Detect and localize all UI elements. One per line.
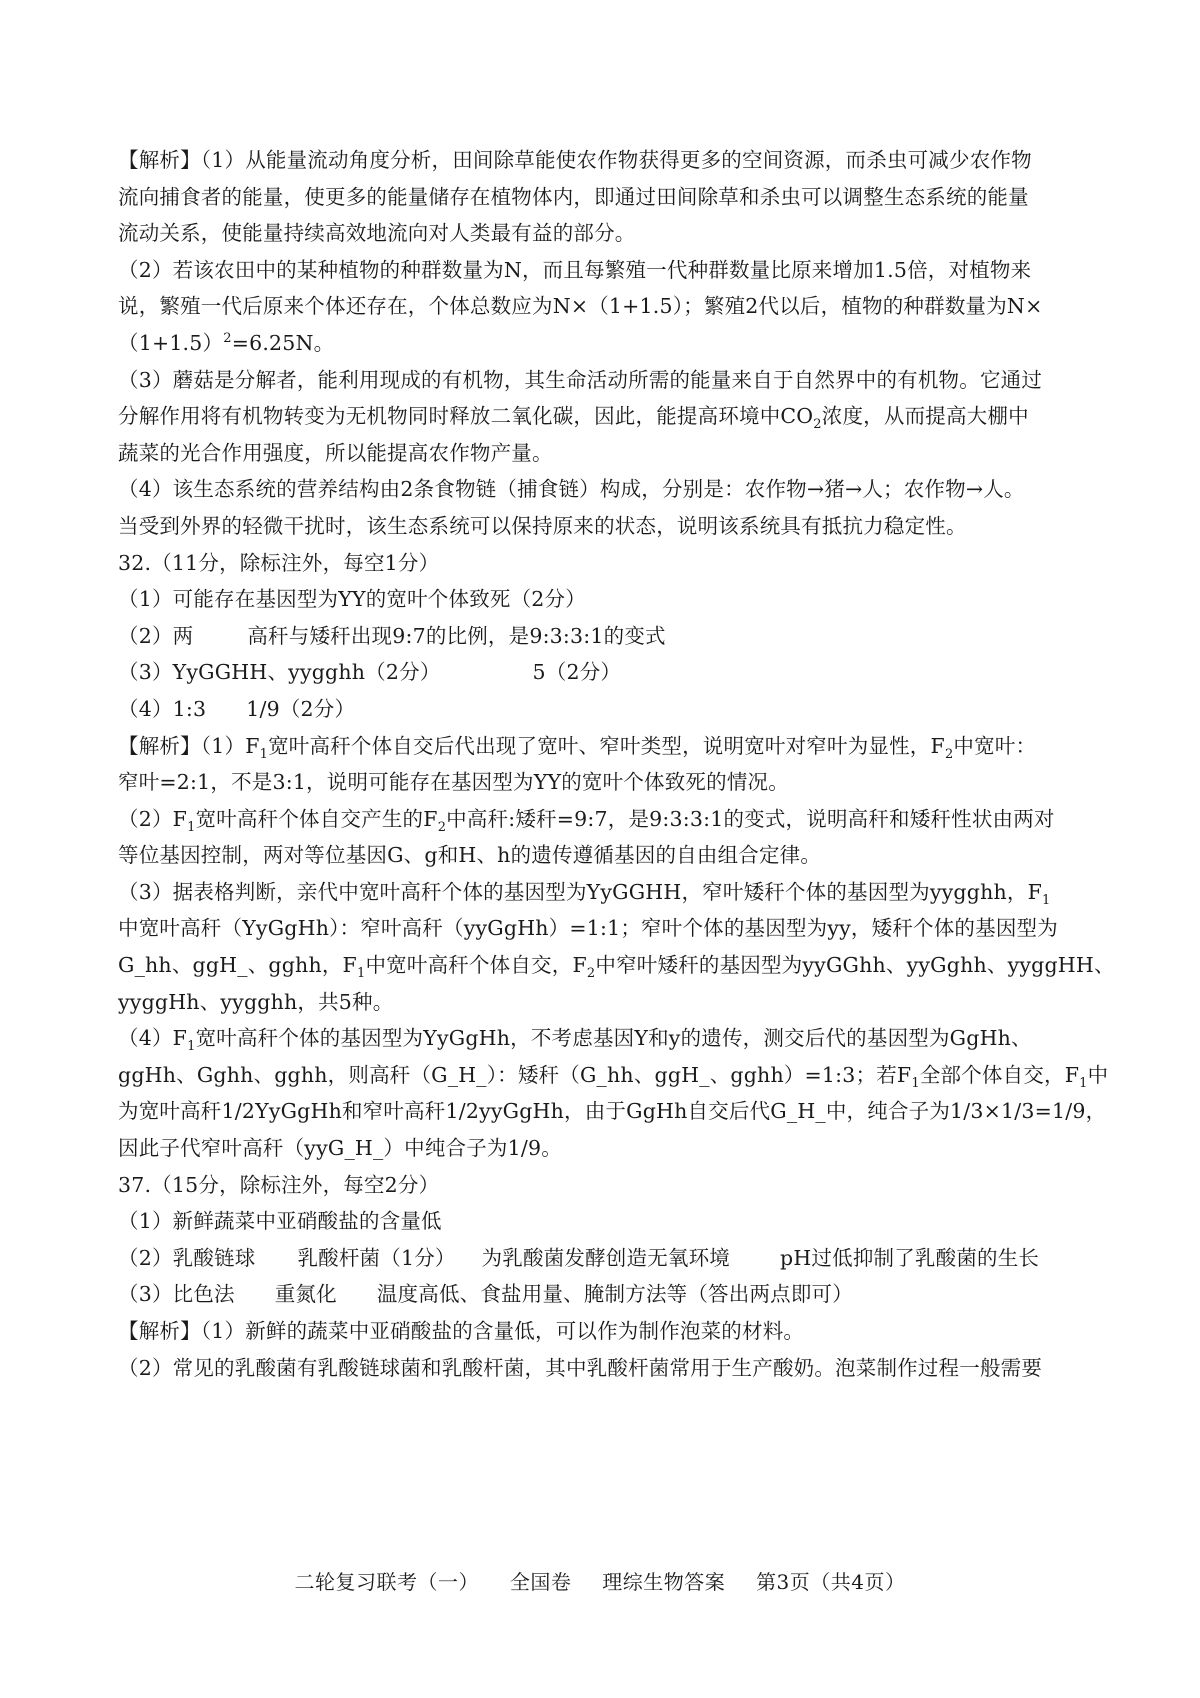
text-run: 中宽叶高秆个体自交，F	[365, 953, 587, 978]
text-line: 说，繁殖一代后原来个体还存在，个体总数应为N×（1+1.5）；繁殖2代以后，植物的种群数量为N×	[118, 294, 1043, 319]
text-line	[118, 1057, 1109, 1094]
text-run: 宽叶高秆个体自交产生的F	[195, 806, 438, 831]
text-run: （1+1.5）	[118, 330, 224, 355]
text-run: =6.25N。	[231, 330, 335, 355]
text-line: 流向捕食者的能量，使更多的能量储存在植物体内，即通过田间除草和杀虫可以调整生态系统的能量	[118, 184, 1029, 209]
text-line: 蔬菜的光合作用强度，所以能提高农作物产量。	[118, 440, 553, 465]
answer-line: （1）新鲜蔬菜中亚硝酸盐的含量低	[118, 1209, 442, 1234]
text-line: 等位基因控制，两对等位基因G、g和H、h的遗传遵循基因的自由组合定律。	[118, 843, 822, 868]
subscript: 1	[187, 1039, 196, 1055]
text-line	[118, 1020, 1103, 1057]
text-run: ggHh、Gghh、gghh，则高秆（G_H_）：矮秆（G_hh、ggH_、gghh）=1:3；若F	[118, 1062, 912, 1087]
answer-line	[118, 618, 1103, 655]
answer-line	[118, 691, 1103, 728]
text-line: 流动关系，使能量持续高效地流向对人类最有益的部分。	[118, 221, 636, 246]
footer-paper: 全国卷	[509, 1570, 572, 1594]
text-line	[118, 801, 1103, 838]
subscript: 1	[259, 746, 269, 762]
text-line: 【解析】（1）从能量流动角度分析，田间除草能使农作物获得更多的空间资源，而杀虫可减少农作物	[118, 148, 1032, 172]
question-heading: 37.（15分，除标注外，每空2分）	[118, 1172, 440, 1197]
text-line: （4）该生态系统的营养结构由2条食物链（捕食链）构成，分别是：农作物→猪→人；农作物→人。	[118, 477, 1025, 502]
answer-line	[118, 1276, 1103, 1313]
subscript: 1	[187, 819, 196, 835]
text-line: 中宽叶高秆（YyGgHh）：窄叶高秆（yyGgHh）=1:1；窄叶个体的基因型为yy，矮秆个体的基因型为	[118, 916, 1058, 941]
footer-page-number: 第3页（共4页）	[756, 1570, 906, 1594]
text-run: （2）乳酸链球	[118, 1245, 256, 1270]
text-line: 为宽叶高秆1/2YyGgHh和窄叶高秆1/2yyGgHh，由于GgHh自交后代G_H_中，纯合子为1/3×1/3=1/9，	[118, 1099, 1107, 1124]
question-heading: 32.（11分，除标注外，每空1分）	[118, 550, 440, 575]
text-run: （3）比色法	[118, 1282, 235, 1307]
text-line: 窄叶=2:1，不是3:1，说明可能存在基因型为YY的宽叶个体致死的情况。	[118, 770, 789, 795]
text-line: 因此子代窄叶高秆（yyG_H_）中纯合子为1/9。	[118, 1136, 562, 1161]
text-run: 全部个体自交，F	[919, 1062, 1080, 1087]
text-run: 乳酸杆菌（1分）	[297, 1245, 456, 1270]
text-run: （3）据表格判断，亲代中宽叶高秆个体的基因型为YyGGHH，窄叶矮秆个体的基因型为yygghh，F	[118, 879, 1042, 904]
text-run: 5（2分）	[532, 660, 622, 685]
text-run: （3）YyGGHH、yygghh（2分）	[118, 660, 441, 685]
text-run: pH过低抑制了乳酸菌的生长	[780, 1245, 1040, 1270]
text-run: 为乳酸菌发酵创造无氧环境	[481, 1245, 731, 1270]
text-run: 温度高低、食盐用量、腌制方法等（答出两点即可）	[376, 1282, 853, 1307]
text-run: 宽叶高秆个体自交后代出现了宽叶、窄叶类型，说明宽叶对窄叶为显性，F	[268, 733, 945, 758]
text-line: （2）若该农田中的某种植物的种群数量为N，而且每繁殖一代种群数量比原来增加1.5倍，对植物来	[118, 257, 1032, 282]
text-run: （4）F	[118, 1026, 188, 1051]
subscript: 2	[437, 819, 447, 835]
text-line	[118, 398, 1103, 435]
subscript: 1	[356, 966, 366, 982]
text-run: 宽叶高秆个体的基因型为YyGgHh，不考虑基因Y和y的遗传，测交后代的基因型为GgHh、	[195, 1026, 1032, 1051]
text-run: （2）两	[118, 623, 194, 648]
text-run: （2）F	[118, 806, 188, 831]
subscript: 2	[944, 746, 954, 762]
text-line	[118, 325, 1103, 362]
footer-subject: 理综生物答案	[602, 1570, 726, 1594]
text-run: 分解作用将有机物转变为无机物同时释放二氧化碳，因此，能提高环境中CO	[118, 404, 814, 429]
superscript: 2	[223, 331, 232, 347]
page-footer	[0, 1566, 1200, 1595]
text-run: 中	[1087, 1062, 1109, 1087]
subscript: 1	[1079, 1075, 1088, 1091]
text-run: 【解析】（1）F	[118, 733, 260, 758]
answer-line	[118, 654, 1103, 691]
subscript: 1	[911, 1075, 920, 1091]
subscript: 1	[1042, 892, 1051, 908]
text-run: 1/9（2分）	[246, 696, 356, 721]
answer-page	[118, 142, 1115, 1386]
text-line	[118, 874, 1103, 911]
footer-exam: 二轮复习联考（一）	[294, 1570, 479, 1594]
text-run: （4）1:3	[118, 696, 207, 721]
text-run: 重氮化	[274, 1282, 337, 1307]
text-line	[118, 947, 1115, 984]
text-line: （2）常见的乳酸菌有乳酸链球菌和乳酸杆菌，其中乳酸杆菌常用于生产酸奶。泡菜制作过程一般需要	[118, 1355, 1043, 1380]
text-line: yyggHh、yygghh，共5种。	[118, 989, 394, 1014]
text-run: 高秆与矮秆出现9:7的比例，是9:3:3:1的变式	[247, 623, 666, 648]
text-run: 中宽叶：	[953, 733, 1037, 758]
answer-line: （1）可能存在基因型为YY的宽叶个体致死（2分）	[118, 587, 586, 612]
text-run: G_hh、ggH_、gghh，F	[118, 953, 357, 978]
text-line	[118, 728, 1103, 765]
text-run: 中窄叶矮秆的基因型为yyGGhh、yyGghh、yyggHH、	[595, 953, 1115, 978]
subscript: 2	[586, 966, 596, 982]
text-line: 当受到外界的轻微干扰时，该生态系统可以保持原来的状态，说明该系统具有抵抗力稳定性。	[118, 513, 967, 538]
text-line: 【解析】（1）新鲜的蔬菜中亚硝酸盐的含量低，可以作为制作泡菜的材料。	[118, 1319, 805, 1343]
subscript: 2	[813, 417, 822, 433]
answer-line	[118, 1240, 1103, 1277]
text-run: 浓度，从而提高大棚中	[821, 404, 1029, 429]
text-line: （3）蘑菇是分解者，能利用现成的有机物，其生命活动所需的能量来自于自然界中的有机物。它通过	[118, 367, 1043, 392]
text-run: 中高秆:矮秆=9:7，是9:3:3:1的变式，说明高秆和矮秆性状由两对	[446, 806, 1055, 831]
